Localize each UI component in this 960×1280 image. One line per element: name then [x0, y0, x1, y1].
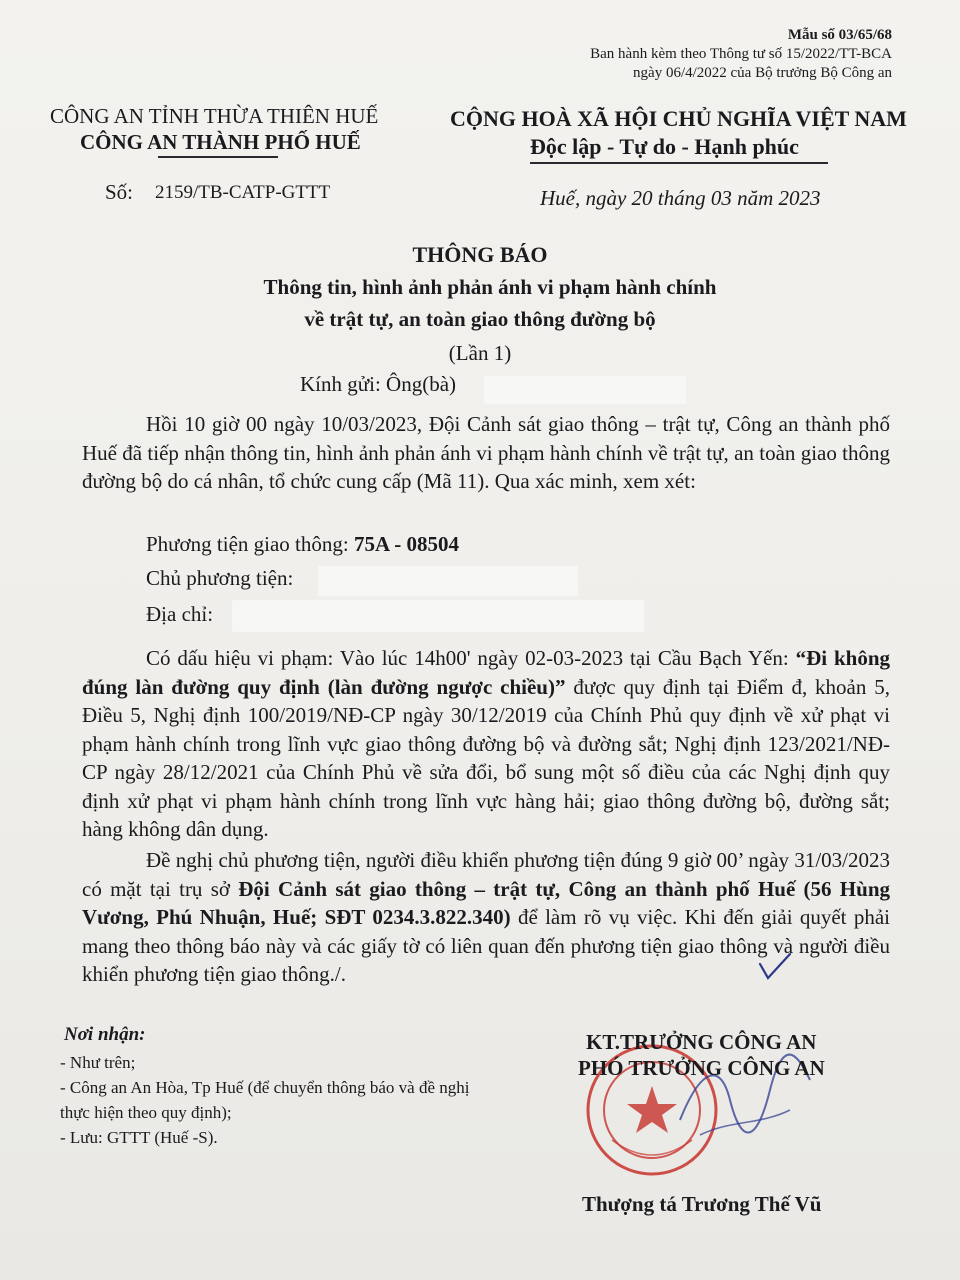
signature-authority-line1: KT.TRƯỞNG CÔNG AN — [586, 1030, 817, 1054]
intro-text: Hồi 10 giờ 00 ngày 10/03/2023, Đội Cảnh sát giao thông – trật tự, Công an thành phố Huế đã tiếp nhận thông tin, hình ảnh phản ánh vi phạm hành chính về trật tự, an toàn giao thông đường bộ do cá nhân, tổ chức cung cấp (Mã 11). Qua xác minh, xem xét: — [82, 412, 890, 493]
violation-lead: Có dấu hiệu vi phạm: Vào lúc 14h00' ngày 02-03-2023 tại Cầu Bạch Yến: — [146, 646, 789, 670]
address-line — [146, 602, 213, 627]
recipient-item: - Như trên; — [60, 1053, 136, 1072]
salutation: Kính gửi: Ông(bà) — [300, 372, 457, 396]
handwritten-tick-mark — [756, 950, 796, 984]
violation-paragraph — [82, 644, 890, 844]
form-issued-by: Ban hành kèm theo Thông tư số 15/2022/TT-BCA — [590, 46, 892, 62]
redacted-recipient-name — [484, 376, 686, 404]
agency-parent: CÔNG AN TỈNH THỪA THIÊN HUẾ — [50, 104, 379, 128]
recipient-item: - Công an An Hòa, Tp Huế (để chuyển thông báo và đề nghị thực hiện theo quy định); — [60, 1078, 470, 1122]
violation-description: “Đi không đúng làn đường quy định (làn đường ngược chiều)” — [82, 646, 891, 699]
vehicle-plate: 75A - 08504 — [353, 532, 459, 556]
redacted-owner-name — [318, 566, 578, 596]
recipient-item: - Lưu: GTTT (Huế -S). — [60, 1128, 218, 1147]
place-date: Huế, ngày 20 tháng 03 năm 2023 — [540, 186, 821, 210]
form-code: Mẫu số 03/65/68 — [787, 27, 892, 43]
request-office: Đội Cảnh sát giao thông – trật tự, Công an thành phố Huế (56 Hùng Vương, Phú Nhuận, Huế; SĐT 0234.3.822.340) — [82, 876, 891, 929]
intro-paragraph — [82, 410, 890, 496]
address-label: Địa chỉ: — [146, 602, 214, 626]
owner-label: Chủ phương tiện: — [146, 566, 294, 590]
doc-subtitle-2: về trật tự, an toàn giao thông đường bộ — [304, 307, 656, 331]
nation-title: CỘNG HOÀ XÃ HỘI CHỦ NGHĨA VIỆT NAM — [450, 106, 907, 131]
motto-underline — [530, 162, 828, 164]
doc-number-label: Số: — [105, 180, 134, 204]
vehicle-line — [146, 532, 459, 557]
recipients-title: Nơi nhận: — [64, 1024, 146, 1045]
doc-title: THÔNG BÁO — [412, 242, 548, 267]
form-info — [590, 26, 892, 83]
agency-name: CÔNG AN THÀNH PHỐ HUẾ — [80, 130, 361, 154]
violation-legal-basis: được quy định tại Điểm đ, khoản 5, Điều 5, Nghị định 100/2019/NĐ-CP ngày 30/12/2019 của Chính Phủ quy định về xử phạt vi phạm hành chính trong lĩnh vực giao thông đường bộ và đường sắt; Nghị định 123/2021/NĐ-CP ngày 28/12/2021 của Chính Phủ về sửa đổi, bổ sung một số điều của các Nghị định quy định xử phạt vi phạm hành chính trong lĩnh vực hàng hải; giao thông đường bộ, đường sắt; hàng không dân dụng. — [82, 674, 890, 841]
signer-name: Thượng tá Trương Thế Vũ — [582, 1192, 822, 1216]
request-lead: Đề nghị chủ phương tiện, người điều khiển phương tiện đúng 9 giờ 00’ ngày 31/03/2023 có mặt tại trụ sở — [82, 848, 890, 901]
signature-authority-line2: PHÓ TRƯỞNG CÔNG AN — [578, 1056, 825, 1080]
redacted-address — [232, 600, 644, 632]
recipients-list — [60, 1050, 500, 1150]
owner-line — [146, 566, 293, 591]
vehicle-label: Phương tiện giao thông: — [146, 532, 349, 556]
doc-number: 2159/TB-CATP-GTTT — [155, 182, 331, 203]
agency-underline — [158, 156, 278, 158]
doc-subtitle-1: Thông tin, hình ảnh phản ánh vi phạm hành chính — [263, 275, 717, 299]
request-rest: để làm rõ vụ việc. Khi đến giải quyết phải mang theo thông báo này và các giấy tờ có liên quan đến phương tiện giao thông và người điều khiển phương tiện giao thông./. — [82, 905, 890, 986]
issue-number: (Lần 1) — [448, 341, 512, 365]
nation-motto: Độc lập - Tự do - Hạnh phúc — [530, 134, 799, 159]
form-issued-date: ngày 06/4/2022 của Bộ trưởng Bộ Công an — [633, 65, 892, 81]
